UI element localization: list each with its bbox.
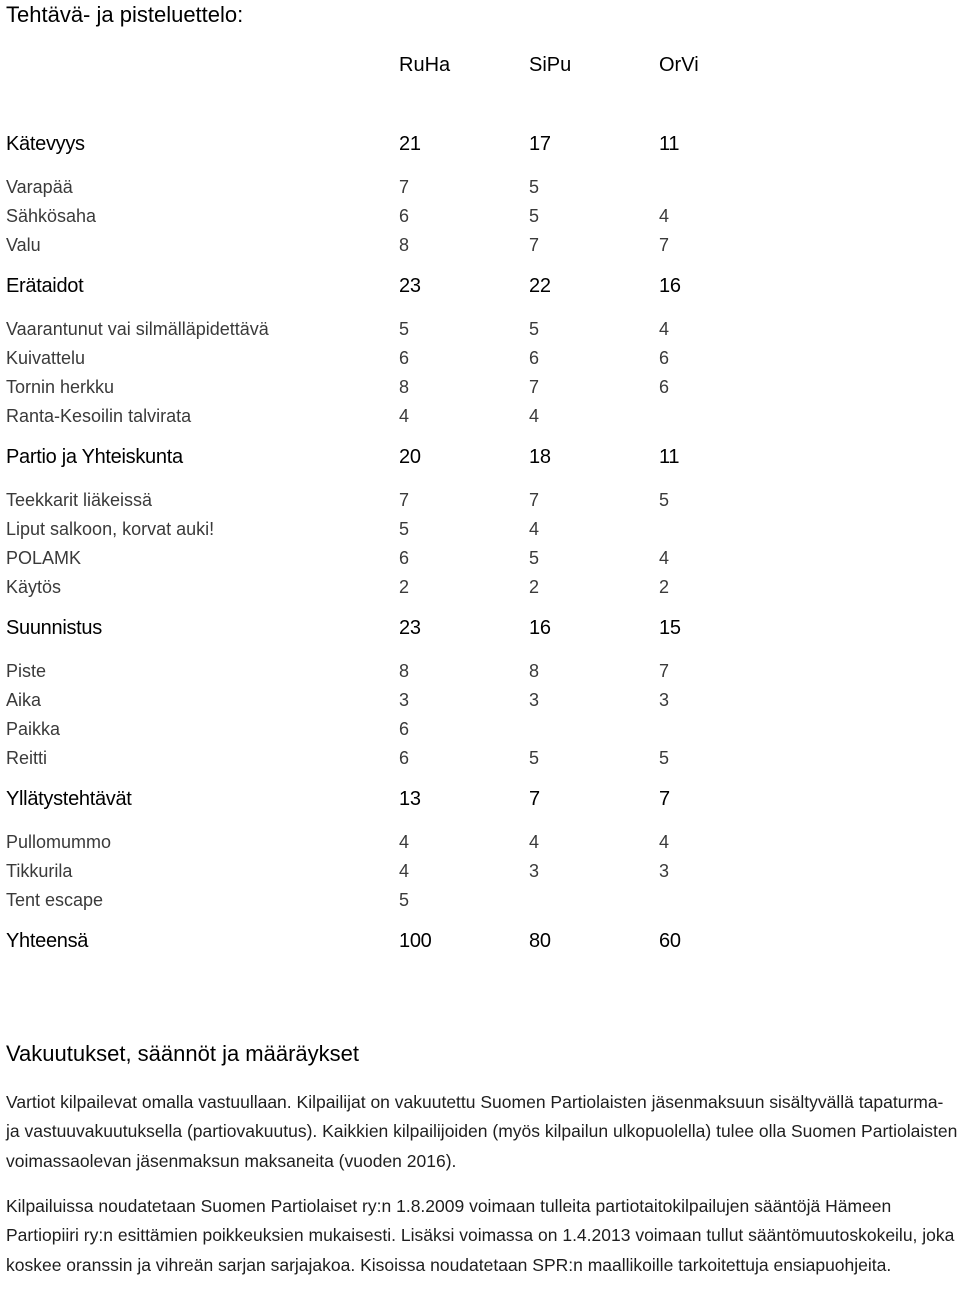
- task-row: [0, 202, 960, 231]
- section-heading-label: Erätaidot: [6, 275, 84, 297]
- task-row-label: Kuivattelu: [6, 348, 86, 368]
- task-row-value-orvi: 5: [659, 748, 670, 768]
- task-row-label: Paikka: [6, 719, 61, 739]
- section-heading: [0, 128, 960, 160]
- task-row-value-ruha: 5: [399, 319, 410, 339]
- task-row-label: Piste: [6, 661, 47, 681]
- task-row-label: Liput salkoon, korvat auki!: [6, 519, 215, 539]
- task-row: [0, 486, 960, 515]
- total-row-value-sipu: 80: [529, 930, 551, 952]
- task-row: [0, 715, 960, 744]
- task-row-label: POLAMK: [6, 548, 82, 568]
- task-row: [0, 544, 960, 573]
- column-headers: [0, 50, 960, 80]
- section-heading-value-orvi: 7: [659, 788, 670, 810]
- task-row-label: Valu: [6, 235, 41, 255]
- task-row-value-sipu: 3: [529, 690, 540, 710]
- task-row-value-ruha: 8: [399, 661, 410, 681]
- task-row: [0, 657, 960, 686]
- section-heading-value-sipu: 7: [529, 788, 540, 810]
- task-row-value-sipu: 6: [529, 348, 540, 368]
- info-paragraph-rules: Kilpailuissa noudatetaan Suomen Partiolaiset ry:n 1.8.2009 voimaan tulleita partiotaitokilpailujen sääntöjä Hämeen Partiopiiri ry:n esittämien poikkeuksien mukaisesti. Lisäksi voimassa on 1.4.2013 voimaan tullut sääntömuutoskokeilu, joka koskee oranssin ja vihreän sarjan sarjajakoa. Kisoissa noudatetaan SPR:n maallikoille tarkoitettuja ensiapuohjeita.: [6, 1196, 955, 1275]
- task-row-value-ruha: 3: [399, 690, 410, 710]
- task-row-value-sipu: 7: [529, 235, 540, 255]
- task-row-value-sipu: 4: [529, 832, 540, 852]
- task-row-value-ruha: 7: [399, 177, 410, 197]
- task-row-value-ruha: 6: [399, 206, 410, 226]
- task-row-value-ruha: 8: [399, 235, 410, 255]
- task-row-label: Pullomummo: [6, 832, 112, 852]
- section-heading-value-sipu: 16: [529, 617, 551, 639]
- task-row: [0, 857, 960, 886]
- task-row-value-sipu: 5: [529, 319, 540, 339]
- score-table: [0, 128, 960, 957]
- page-title: Tehtävä- ja pisteluettelo:: [6, 2, 244, 27]
- task-row-value-ruha: 5: [399, 519, 410, 539]
- task-row-value-ruha: 7: [399, 490, 410, 510]
- task-row-value-ruha: 6: [399, 748, 410, 768]
- task-row: [0, 744, 960, 773]
- section-heading-label: Suunnistus: [6, 617, 102, 639]
- task-row-value-orvi: 7: [659, 661, 670, 681]
- task-row-value-sipu: 5: [529, 177, 540, 197]
- task-row: [0, 686, 960, 715]
- section-heading-label: Kätevyys: [6, 133, 85, 155]
- task-row-label: Sähkösaha: [6, 206, 97, 226]
- section-heading-value-sipu: 18: [529, 446, 551, 468]
- task-row-value-sipu: 2: [529, 577, 540, 597]
- column-header-orvi: OrVi: [659, 54, 699, 76]
- task-row-value-ruha: 6: [399, 719, 410, 739]
- task-row-value-orvi: 4: [659, 319, 670, 339]
- section-heading-value-orvi: 11: [659, 446, 680, 468]
- task-row-value-sipu: 4: [529, 519, 540, 539]
- section-heading: [0, 783, 960, 815]
- task-row-label: Tornin herkku: [6, 377, 115, 397]
- section-heading-value-ruha: 21: [399, 133, 421, 155]
- section-heading-value-sipu: 22: [529, 275, 551, 297]
- task-row: [0, 828, 960, 857]
- task-row-value-ruha: 4: [399, 832, 410, 852]
- task-row-label: Aika: [6, 690, 42, 710]
- task-row-value-sipu: 5: [529, 548, 540, 568]
- task-row-label: Reitti: [6, 748, 48, 768]
- section-heading-value-orvi: 16: [659, 275, 681, 297]
- task-row: [0, 344, 960, 373]
- task-row-value-ruha: 6: [399, 548, 410, 568]
- task-row-value-sipu: 7: [529, 490, 540, 510]
- task-row-label: Ranta-Kesoilin talvirata: [6, 406, 192, 426]
- task-row-value-ruha: 6: [399, 348, 410, 368]
- task-row-value-orvi: 4: [659, 206, 670, 226]
- task-row-value-orvi: 3: [659, 690, 670, 710]
- section-heading-value-ruha: 23: [399, 275, 421, 297]
- task-row-value-ruha: 4: [399, 861, 410, 881]
- task-row: [0, 373, 960, 402]
- section-heading-value-ruha: 13: [399, 788, 421, 810]
- section-heading-value-ruha: 20: [399, 446, 421, 468]
- task-row-label: Käytös: [6, 577, 62, 597]
- total-row-value-ruha: 100: [399, 930, 432, 952]
- section-heading: [0, 441, 960, 473]
- task-row-label: Tent escape: [6, 890, 104, 910]
- task-row: [0, 573, 960, 602]
- info-paragraph-insurance: Vartiot kilpailevat omalla vastuullaan. Kilpailijat on vakuutettu Suomen Partiolaisten jäsenmaksuun sisältyvällä tapaturma- ja vastuuvakuutuksella (partiovakuutus). Kaikkien kilpailijoiden (myös kilpailun ulkopuolella) tulee olla Suomen Partiolaisten voimassaolevan jäsenmaksun maksaneita (vuoden 2016).: [6, 1092, 958, 1171]
- task-row: [0, 886, 960, 915]
- task-row-value-orvi: 6: [659, 348, 670, 368]
- total-row-value-orvi: 60: [659, 930, 681, 952]
- task-row-label: Varapää: [6, 177, 73, 197]
- column-header-ruha: RuHa: [399, 54, 451, 76]
- section-heading: [0, 270, 960, 302]
- task-row: [0, 173, 960, 202]
- task-row-value-orvi: 3: [659, 861, 670, 881]
- task-row-value-sipu: 7: [529, 377, 540, 397]
- task-row-value-ruha: 4: [399, 406, 410, 426]
- task-row: [0, 402, 960, 431]
- column-header-sipu: SiPu: [529, 54, 572, 76]
- task-row-value-sipu: 3: [529, 861, 540, 881]
- task-row-value-orvi: 4: [659, 548, 670, 568]
- info-heading: Vakuutukset, säännöt ja määräykset: [6, 1041, 360, 1066]
- task-row: [0, 515, 960, 544]
- section-heading-label: Partio ja Yhteiskunta: [6, 446, 183, 468]
- task-row: [0, 231, 960, 260]
- task-row-label: Vaarantunut vai silmälläpidettävä: [6, 319, 269, 339]
- task-row-label: Tikkurila: [6, 861, 73, 881]
- section-heading-value-ruha: 23: [399, 617, 421, 639]
- task-row-value-ruha: 2: [399, 577, 410, 597]
- task-row-label: Teekkarit liäkeissä: [6, 490, 153, 510]
- task-row-value-sipu: 5: [529, 206, 540, 226]
- section-heading: [0, 612, 960, 644]
- task-row-value-sipu: 5: [529, 748, 540, 768]
- section-heading-label: Yllätystehtävät: [6, 788, 132, 810]
- section-heading-value-sipu: 17: [529, 133, 551, 155]
- section-heading-value-orvi: 11: [659, 133, 680, 155]
- task-row-value-sipu: 4: [529, 406, 540, 426]
- task-row-value-ruha: 8: [399, 377, 410, 397]
- section-heading-value-orvi: 15: [659, 617, 681, 639]
- task-row-value-ruha: 5: [399, 890, 410, 910]
- task-row: [0, 315, 960, 344]
- task-row-value-orvi: 6: [659, 377, 670, 397]
- task-row-value-orvi: 4: [659, 832, 670, 852]
- task-row-value-sipu: 8: [529, 661, 540, 681]
- total-row-label: Yhteensä: [6, 930, 89, 952]
- task-row-value-orvi: 7: [659, 235, 670, 255]
- total-row: [0, 925, 960, 957]
- task-row-value-orvi: 2: [659, 577, 670, 597]
- task-row-value-orvi: 5: [659, 490, 670, 510]
